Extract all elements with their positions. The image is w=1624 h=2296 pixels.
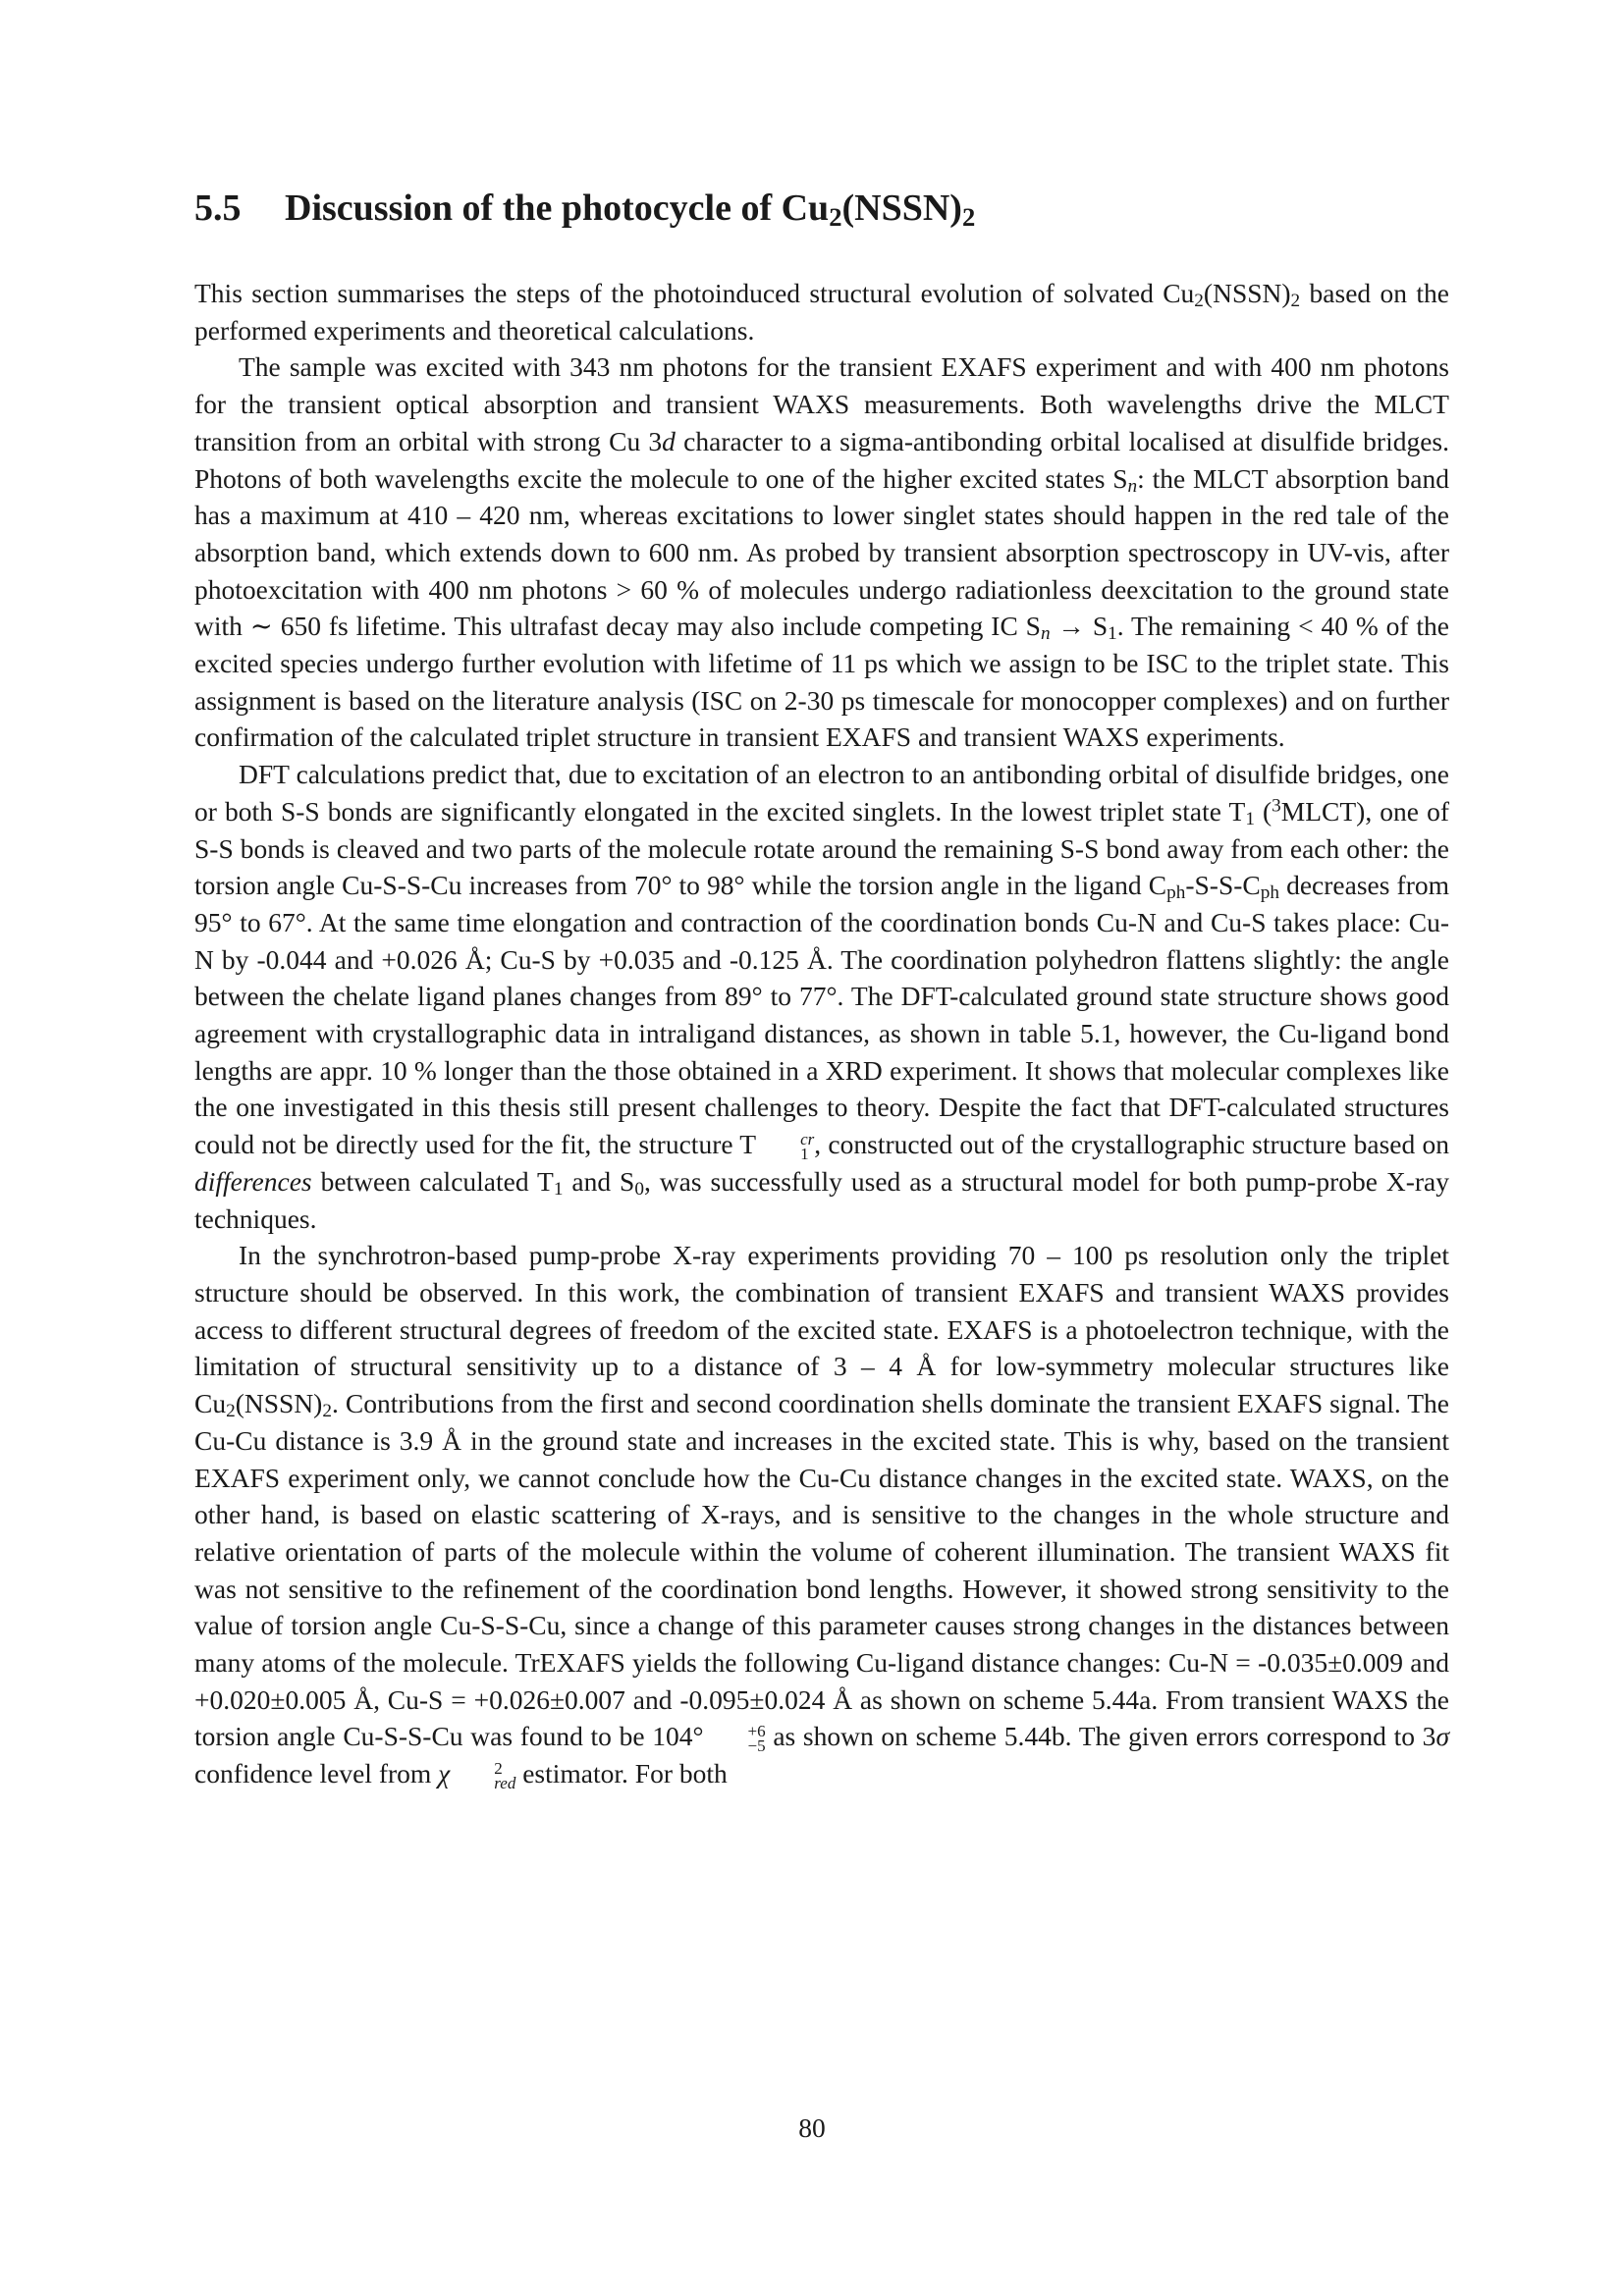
section-number: 5.5 (194, 187, 242, 229)
paragraph-intro: This section summarises the steps of the photoinduced structural evolution of solvated $Cu_2(NSSN)_2$ based on the performed experiments and theoretical calculations. (194, 278, 1450, 346)
paragraph-xray: In the synchrotron-based pump-probe X-ray experiments providing 70 – 100 ps resolution only the triplet structure should be observed. In this work, the combination of transient EXAFS and transient WAXS provides access to different structural degrees of freedom of the excited state. EXAFS is a photoelectron technique, with the limitation of structural sensitivity up to a distance of 3 – 4 Å for low-symmetry molecular structures like $Cu_2(NSSN)_2$. Contributions from the first and second coordination shells dominate the transient EXAFS signal. The Cu-Cu distance is 3.9 Å in the ground state and increases in the excited state. This is why, based on the transient EXAFS experiment only, we cannot conclude how the Cu-Cu distance changes in the excited state. WAXS, on the other hand, is based on elastic scattering of X-rays, and is sensitive to the changes in the whole structure and relative orientation of parts of the molecule within the volume of coherent illumination. The transient WAXS fit was not sensitive to the refinement of the coordination bond lengths. However, it showed strong sensitivity to the value of torsion angle Cu-S-S-Cu, since a change of this parameter causes strong changes in the distances between many atoms of the molecule. TrEXAFS yields the following Cu-ligand distance changes: Cu-N = -0.035±0.009 and +0.020±0.005 Å, Cu-S = +0.026±0.007 and -0.095±0.024 Å as shown on scheme 5.44a. From transient WAXS the torsion angle Cu-S-S-Cu was found to be 104° +6 −5 as shown on scheme 5.44b. The given errors correspond to 3σ confidence level from χ 2 red estimator. For both (194, 1240, 1449, 1793)
page-body (194, 185, 1449, 1792)
page-number: 80 (798, 2112, 826, 2143)
section-heading: 5.5 Discussion of the photocycle of $Cu_2(NSSN)_2$ (194, 185, 1449, 232)
paragraph-excitation: The sample was excited with 343 nm photons for the transient EXAFS experiment and with 400 nm photons for the transient optical absorption and transient WAXS measurements. Both wavelengths drive the MLCT transition from an orbital with strong Cu 3d character to a sigma-antibonding orbital localised at disulfide bridges. Photons of both wavelengths excite the molecule to one of the higher excited states $S_n$: the MLCT absorption band has a maximum at 410 – 420 nm, whereas excitations to lower singlet states should happen in the red tale of the absorption band, which extends down to 600 nm. As probed by transient absorption spectroscopy in UV-vis, after photoexcitation with 400 nm photons > 60 % of molecules undergo radiationless deexcitation to the ground state with ∼ 650 fs lifetime. This ultrafast decay may also include competing IC $S_n \to S_1$. The remaining < 40 % of the excited species undergo further evolution with lifetime of 11 ps which we assign to be ISC to the triplet state. This assignment is based on the literature analysis (ISC on 2-30 ps timescale for monocopper complexes) and on further confirmation of the calculated triplet structure in transient EXAFS and transient WAXS experiments. (194, 351, 1450, 753)
paragraph-dft: DFT calculations predict that, due to excitation of an electron to an antibonding orbital of disulfide bridges, one or both S-S bonds are significantly elongated in the excited singlets. In the lowest triplet state $T_1$ ($^3$MLCT), one of S-S bonds is cleaved and two parts of the molecule rotate around the remaining S-S bond away from each other: the torsion angle Cu-S-S-Cu increases from 70° to 98° while the torsion angle in the ligand $C_{ph}-S-S-C_{ph}$ decreases from 95° to 67°. At the same time elongation and contraction of the coordination bonds Cu-N and Cu-S takes place: Cu-N by -0.044 and +0.026 Å; Cu-S by +0.035 and -0.125 Å. The coordination polyhedron flattens slightly: the angle between the chelate ligand planes changes from 89° to 77°. The DFT-calculated ground state structure shows good agreement with crystallographic data in intraligand distances, as shown in table 5.1, however, the Cu-ligand bond lengths are appr. 10 % longer than the those obtained in a XRD experiment. It shows that molecular complexes like the one investigated in this thesis still present challenges to theory. Despite the fact that DFT-calculated structures could not be directly used for the fit, the structure T cr 1 , constructed out of the crystallographic structure based on differences between calculated $T_1$ and $S_0$, was successfully used as a structural model for both pump-probe X-ray techniques. (194, 759, 1449, 1234)
